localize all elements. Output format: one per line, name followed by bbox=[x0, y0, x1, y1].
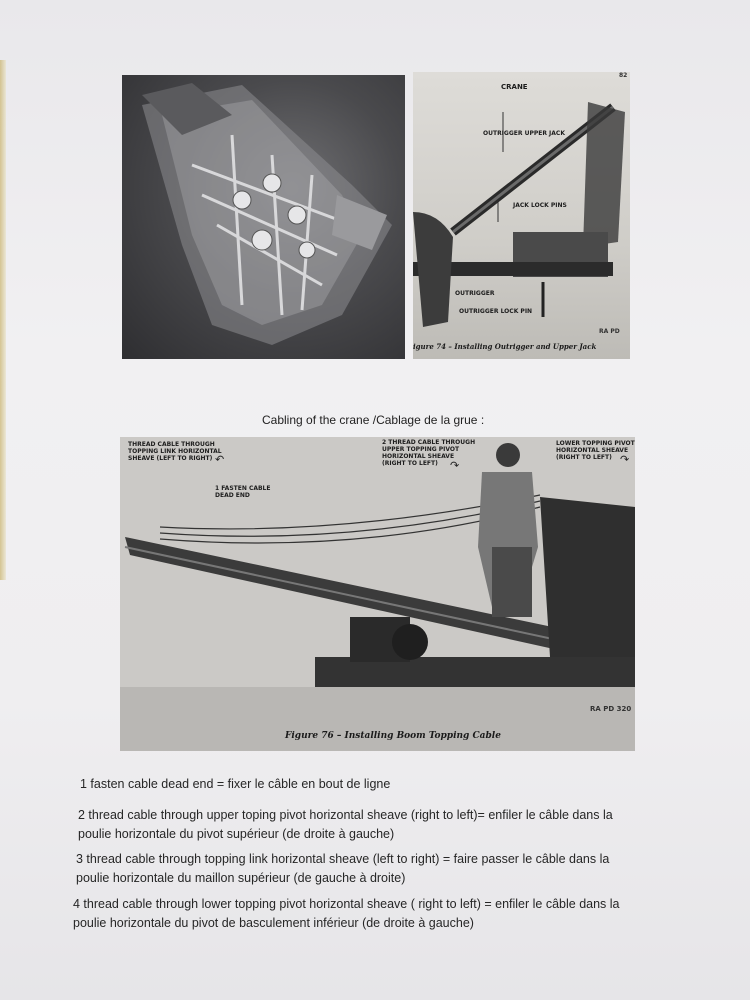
crane-title: CRANE bbox=[501, 83, 528, 91]
callout-line: HORIZONTAL SHEAVE bbox=[556, 447, 629, 454]
callout-line: DEAD END bbox=[215, 492, 250, 499]
callout-line: 2 THREAD CABLE THROUGH bbox=[382, 439, 476, 446]
callout-line: (RIGHT TO LEFT) bbox=[556, 454, 612, 461]
note-4 bbox=[73, 895, 693, 933]
label-upper-jack: OUTRIGGER UPPER JACK bbox=[483, 130, 565, 137]
outrigger-illustration bbox=[413, 72, 630, 359]
label-outrigger: OUTRIGGER bbox=[455, 290, 495, 297]
photo-linkage-assembly bbox=[122, 75, 405, 359]
note-line: 1 fasten cable dead end = fixer le câble en bout de ligne bbox=[80, 777, 391, 791]
ref-code: RA PD 320 bbox=[590, 705, 632, 713]
label-jack-lock-pins: JACK LOCK PINS bbox=[513, 202, 567, 209]
callout-line: LOWER TOPPING PIVOT bbox=[556, 440, 635, 447]
arrow-left-to-right-icon: ↶ bbox=[215, 453, 225, 466]
boom-illustration bbox=[120, 437, 635, 751]
section-title: Cabling of the crane /Cablage de la grue : bbox=[262, 413, 485, 427]
callout-line: (RIGHT TO LEFT) bbox=[382, 460, 438, 467]
linkage-illustration bbox=[122, 75, 405, 359]
callout-line: UPPER TOPPING PIVOT bbox=[382, 446, 460, 453]
note-line: 3 thread cable through topping link horizontal sheave (left to right) = faire passer le câble dans la bbox=[76, 852, 610, 866]
callout-topping-link bbox=[128, 441, 222, 462]
note-line: 2 thread cable through upper toping pivot horizontal sheave (right to left)= enfiler le câble dans la bbox=[78, 808, 613, 822]
photo-crane-outrigger bbox=[413, 72, 630, 359]
label-outrigger-lock-pin: OUTRIGGER LOCK PIN bbox=[459, 308, 533, 315]
callout-line: 1 FASTEN CABLE bbox=[215, 485, 271, 492]
callout-fasten-dead-end bbox=[215, 485, 270, 499]
page-number: 82 bbox=[619, 72, 628, 79]
note-line: poulie horizontale du pivot supérieur (de droite à gauche) bbox=[78, 827, 395, 841]
arrow-right-to-left-icon: ↷ bbox=[450, 459, 460, 472]
callout-line: SHEAVE (LEFT TO RIGHT) bbox=[128, 455, 213, 462]
note-line: poulie horizontale du maillon supérieur (de gauche à droite) bbox=[76, 871, 406, 885]
note-line: 4 thread cable through lower topping pivot horizontal sheave ( right to left) = enfiler le câble dans la bbox=[73, 897, 620, 911]
note-1 bbox=[80, 775, 700, 794]
paper-edge bbox=[0, 60, 6, 580]
note-line: poulie horizontale du pivot de basculement inférieur (de droite à gauche) bbox=[73, 916, 474, 930]
callout-upper-topping-pivot bbox=[382, 439, 475, 467]
ref-code: RA PD bbox=[599, 328, 620, 335]
callout-line: THREAD CABLE THROUGH bbox=[128, 441, 215, 448]
callout-line: TOPPING LINK HORIZONTAL bbox=[128, 448, 222, 455]
arrow-right-to-left-icon: ↷ bbox=[620, 453, 630, 466]
photo-boom-topping-cable bbox=[120, 437, 635, 751]
figure-76-caption: Figure 76 – Installing Boom Topping Cable bbox=[285, 731, 501, 741]
note-2 bbox=[78, 806, 698, 844]
note-3 bbox=[76, 850, 696, 888]
figure-74-caption: igure 74 – Installing Outrigger and Upper Jack bbox=[413, 342, 597, 351]
callout-line: HORIZONTAL SHEAVE bbox=[382, 453, 455, 460]
